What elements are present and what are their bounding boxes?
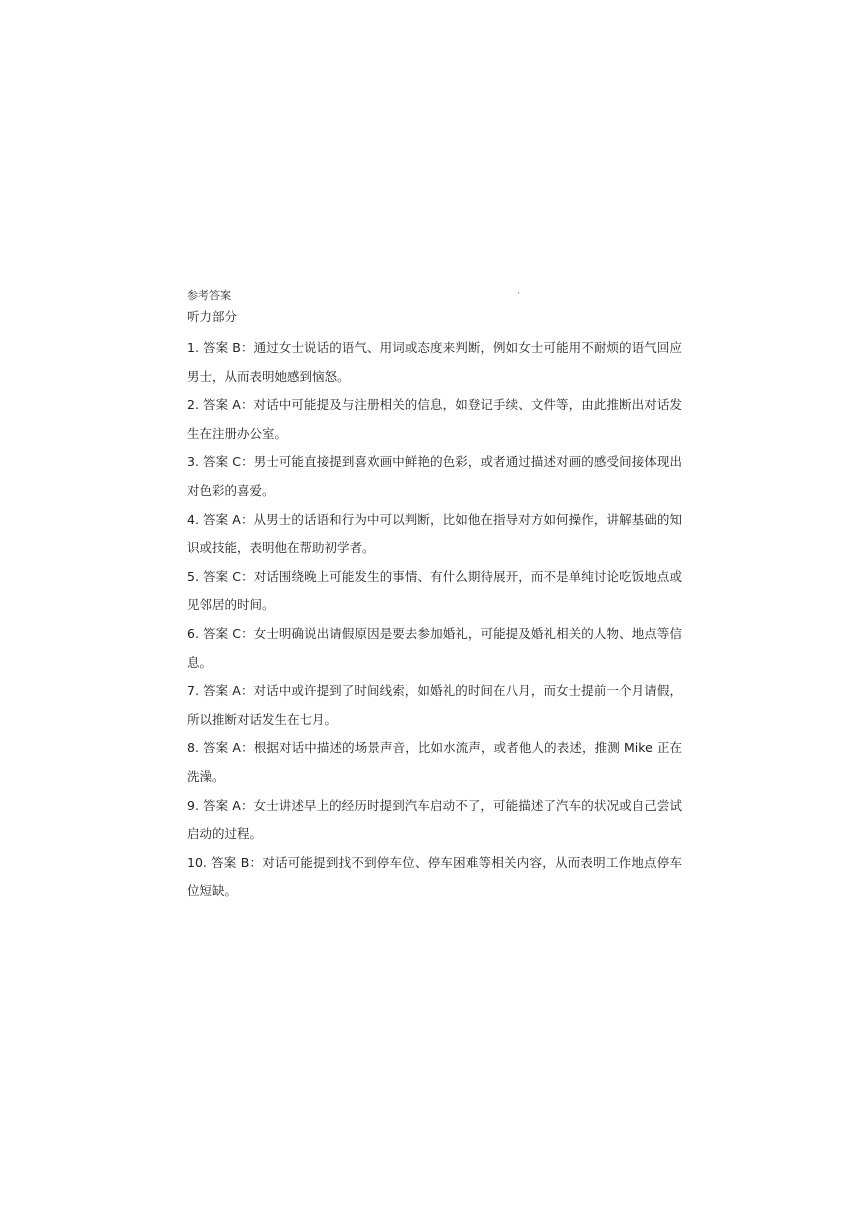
answer-item: 7. 答案 A：对话中或许提到了时间线索，如婚礼的时间在八月，而女士提前一个月请假，所以推断对话发生在七月。 [187, 683, 682, 727]
answer-item: 9. 答案 A：女士讲述早上的经历时提到汽车启动不了，可能描述了汽车的状况或自己尝试启动的过程。 [187, 797, 682, 842]
section-title: 听力部分 [187, 309, 238, 324]
answer-item: 1. 答案 B：通过女士说话的语气、用词或态度来判断，例如女士可能用不耐烦的语气回应男士，从而表明她感到恼怒。 [187, 340, 682, 384]
answer-item: 2. 答案 A：对话中可能提及与注册相关的信息，如登记手续、文件等，由此推断出对话发生在注册办公室。 [187, 397, 682, 441]
answer-item: 10. 答案 B：对话可能提到找不到停车位、停车困难等相关内容，从而表明工作地点停车位短缺。 [187, 854, 682, 899]
answer-item: 5. 答案 C：对话围绕晚上可能发生的事情、有什么期待展开，而不是单纯讨论吃饭地点或见邻居的时间。 [187, 568, 682, 613]
document-header: 参考答案 [187, 289, 231, 302]
page-mark: · [517, 289, 520, 299]
answer-list [187, 334, 682, 906]
answer-item: 6. 答案 C：女士明确说出请假原因是要去参加婚礼，可能提及婚礼相关的人物、地点等信息。 [187, 625, 682, 670]
answer-item: 8. 答案 A：根据对话中描述的场景声音，比如水流声，或者他人的表述，推测 Mike 正在洗澡。 [187, 740, 682, 784]
answer-item: 4. 答案 A：从男士的话语和行为中可以判断，比如他在指导对方如何操作，讲解基础的知识或技能，表明他在帮助初学者。 [187, 511, 682, 556]
answer-item: 3. 答案 C：男士可能直接提到喜欢画中鲜艳的色彩，或者通过描述对画的感受间接体现出对色彩的喜爱。 [187, 454, 682, 498]
